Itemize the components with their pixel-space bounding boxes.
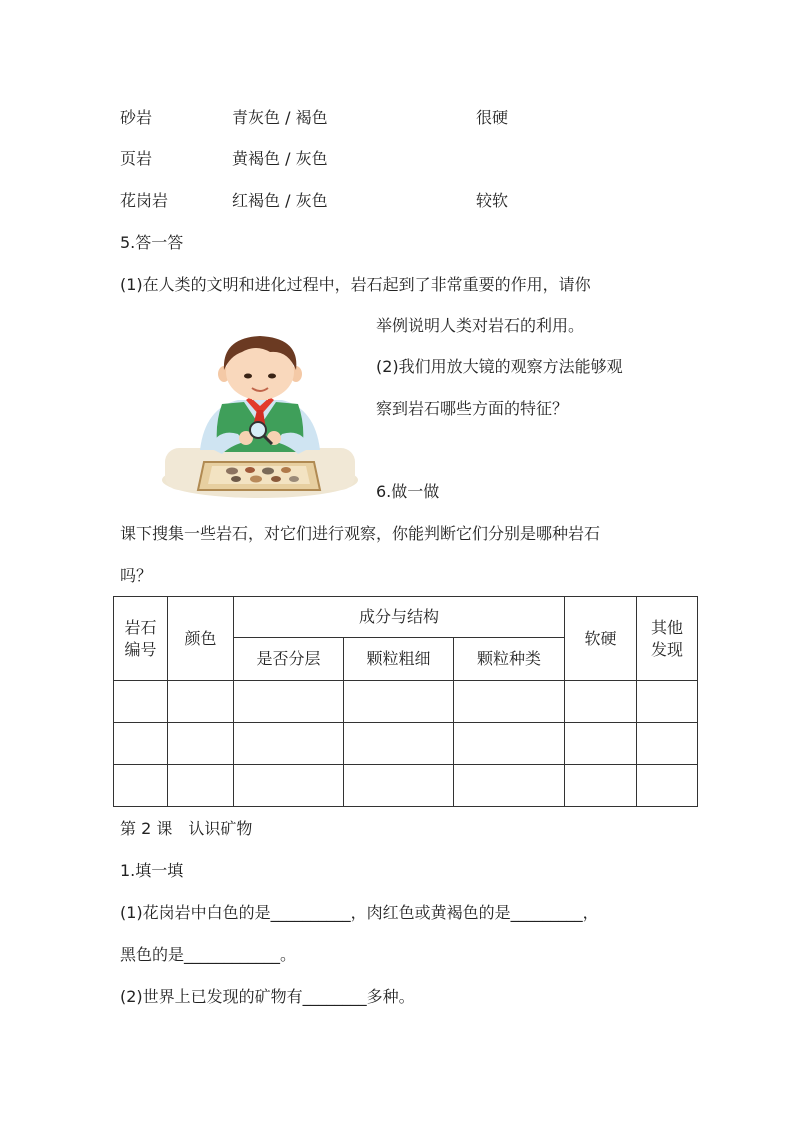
- table-cell[interactable]: [168, 681, 234, 723]
- lesson2-title: 第 2 课 认识矿物: [120, 819, 253, 838]
- table-row: [114, 723, 698, 765]
- lesson2-q1-1-line1: (1)花岗岩中白色的是__________，肉红色或黄褐色的是_________，: [120, 903, 599, 922]
- q5-p2-line1: (2)我们用放大镜的观察方法能够观: [376, 357, 623, 376]
- q5-title: 5.答一答: [120, 233, 184, 252]
- header-layered: 是否分层: [234, 638, 344, 681]
- header-grain-type: 颗粒种类: [454, 638, 565, 681]
- header-hardness: 软硬: [565, 597, 637, 681]
- lesson2-q1-2: (2)世界上已发现的矿物有________多种。: [120, 987, 415, 1006]
- table-cell[interactable]: [344, 765, 454, 807]
- table-cell[interactable]: [168, 765, 234, 807]
- boy-observing-rocks-illustration: [160, 330, 360, 500]
- header-other-line2: 发现: [651, 639, 684, 659]
- table-cell[interactable]: [234, 681, 344, 723]
- rock-name-3: 花岗岩: [120, 191, 169, 210]
- table-row: [114, 681, 698, 723]
- q5-p1-line2: 举例说明人类对岩石的利用。: [376, 316, 585, 335]
- table-cell[interactable]: [168, 723, 234, 765]
- q6-line2: 吗？: [120, 566, 153, 585]
- lesson2-q1-1-line2: 黑色的是____________。: [120, 945, 297, 964]
- table-cell[interactable]: [454, 723, 565, 765]
- table-cell[interactable]: [565, 681, 637, 723]
- header-rock-id-line2: 编号: [124, 639, 157, 659]
- q6-line1: 课下搜集一些岩石，对它们进行观察，你能判断它们分别是哪种岩石: [120, 524, 601, 543]
- table-cell[interactable]: [454, 681, 565, 723]
- rock-color-2: 黄褐色 / 灰色: [232, 149, 328, 168]
- rock-hardness-3: 较软: [476, 191, 509, 210]
- header-composition-structure: 成分与结构: [234, 597, 565, 638]
- table-cell[interactable]: [234, 765, 344, 807]
- rock-color-1: 青灰色 / 褐色: [232, 108, 328, 127]
- table-cell[interactable]: [344, 723, 454, 765]
- table-cell[interactable]: [234, 723, 344, 765]
- rock-name-2: 页岩: [120, 149, 153, 168]
- q6-title: 6.做一做: [376, 482, 440, 501]
- header-other-line1: 其他: [651, 617, 684, 637]
- header-other-findings: [637, 597, 698, 681]
- table-cell[interactable]: [637, 681, 698, 723]
- table-row: [114, 765, 698, 807]
- rock-name-1: 砂岩: [120, 108, 153, 127]
- table-cell[interactable]: [565, 723, 637, 765]
- table-cell[interactable]: [565, 765, 637, 807]
- table-cell[interactable]: [637, 723, 698, 765]
- header-rock-id-line1: 岩石: [124, 617, 157, 637]
- q5-p1-line1: (1)在人类的文明和进化过程中，岩石起到了非常重要的作用，请你: [120, 275, 591, 294]
- table-cell[interactable]: [344, 681, 454, 723]
- q5-p2-line2: 察到岩石哪些方面的特征？: [376, 399, 569, 418]
- header-grain-size: 颗粒粗细: [344, 638, 454, 681]
- header-rock-id: [114, 597, 168, 681]
- lesson2-q1-title: 1.填一填: [120, 861, 184, 880]
- rock-color-3: 红褐色 / 灰色: [232, 191, 328, 210]
- rock-record-table: [113, 596, 698, 807]
- table-cell[interactable]: [637, 765, 698, 807]
- header-color: 颜色: [168, 597, 234, 681]
- table-cell[interactable]: [114, 765, 168, 807]
- table-cell[interactable]: [114, 723, 168, 765]
- table-cell[interactable]: [114, 681, 168, 723]
- rock-hardness-1: 很硬: [476, 108, 509, 127]
- table-cell[interactable]: [454, 765, 565, 807]
